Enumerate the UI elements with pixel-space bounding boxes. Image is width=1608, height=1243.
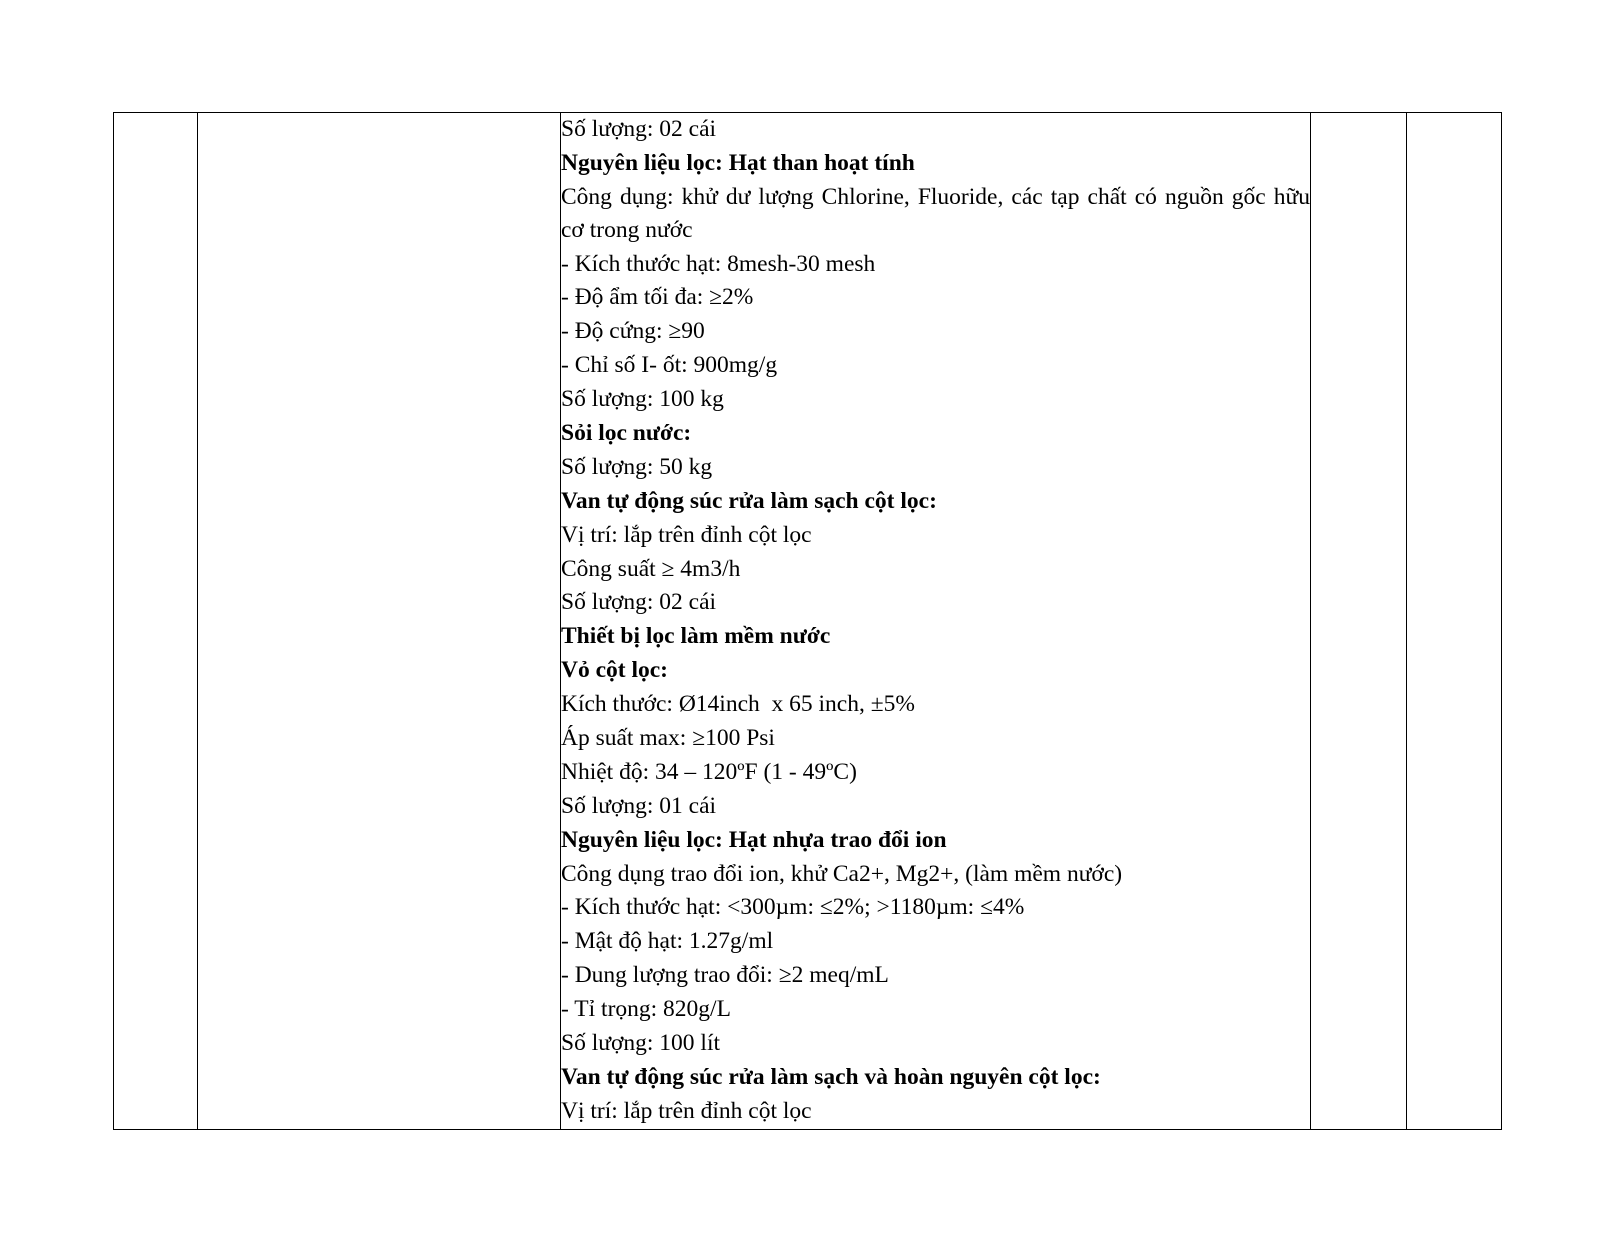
spec-line: - Mật độ hạt: 1.27g/ml [561,928,774,955]
spec-line: Vỏ cột lọc: [561,657,669,684]
spec-line: Sỏi lọc nước: [561,420,692,447]
spec-line: Số lượng: 100 kg [561,386,724,413]
table-cell-item-name [198,113,561,1130]
spec-line: Thiết bị lọc làm mềm nước [561,623,831,650]
spec-line: Số lượng: 50 kg [561,453,713,480]
spec-line: - Tỉ trọng: 820g/L [561,996,731,1023]
table-cell-specifications [561,113,1316,1130]
spec-line: Số lượng: 02 cái [561,589,717,616]
spec-line: Số lượng: 02 cái [561,116,717,142]
spec-line: Van tự động súc rửa làm sạch cột lọc: [561,487,937,514]
spec-line: Vị trí: lắp trên đỉnh cột lọc [561,1097,812,1124]
spec-line: Áp suất max: ≥100 Psi [561,725,775,752]
table-cell-quantity [1407,113,1502,1130]
spec-line: - Dung lượng trao đổi: ≥2 meq/mL [561,962,889,989]
specification-table [113,112,1502,1130]
spec-line: Nguyên liệu lọc: Hạt nhựa trao đổi ion [561,826,947,853]
table-cell-unit [1311,113,1407,1130]
spec-line: Vị trí: lắp trên đỉnh cột lọc [561,521,812,548]
spec-line: Công dụng: khử dư lượng Chlorine, Fluoride, các tạp chất có nguồn gốc hữu cơ trong nước [561,183,1316,243]
spec-line: - Chỉ số I- ốt: 900mg/g [561,352,778,379]
spec-line: - Kích thước hạt: 8mesh-30 mesh [561,250,876,277]
table-row [114,113,1502,1130]
spec-line: - Độ ẩm tối đa: ≥2% [561,284,754,311]
spec-line: Số lượng: 01 cái [561,792,717,819]
spec-line: Kích thước: Ø14inch x 65 inch, ±5% [561,691,915,718]
spec-line: Nguyên liệu lọc: Hạt than hoạt tính [561,149,915,176]
spec-line: Van tự động súc rửa làm sạch và hoàn nguyên cột lọc: [561,1063,1101,1090]
spec-line: Công suất ≥ 4m3/h [561,555,741,582]
spec-line: Số lượng: 100 lít [561,1030,721,1057]
spec-line: - Kích thước hạt: <300µm: ≤2%; >1180µm: ≤4% [561,894,1025,921]
spec-line: Nhiệt độ: 34 – 120ºF (1 - 49ºC) [561,758,857,785]
specification-list [561,113,1316,1128]
spec-line: - Độ cứng: ≥90 [561,318,705,345]
table-cell-index [114,113,198,1130]
spec-line: Công dụng trao đổi ion, khử Ca2+, Mg2+, (làm mềm nước) [561,860,1123,887]
